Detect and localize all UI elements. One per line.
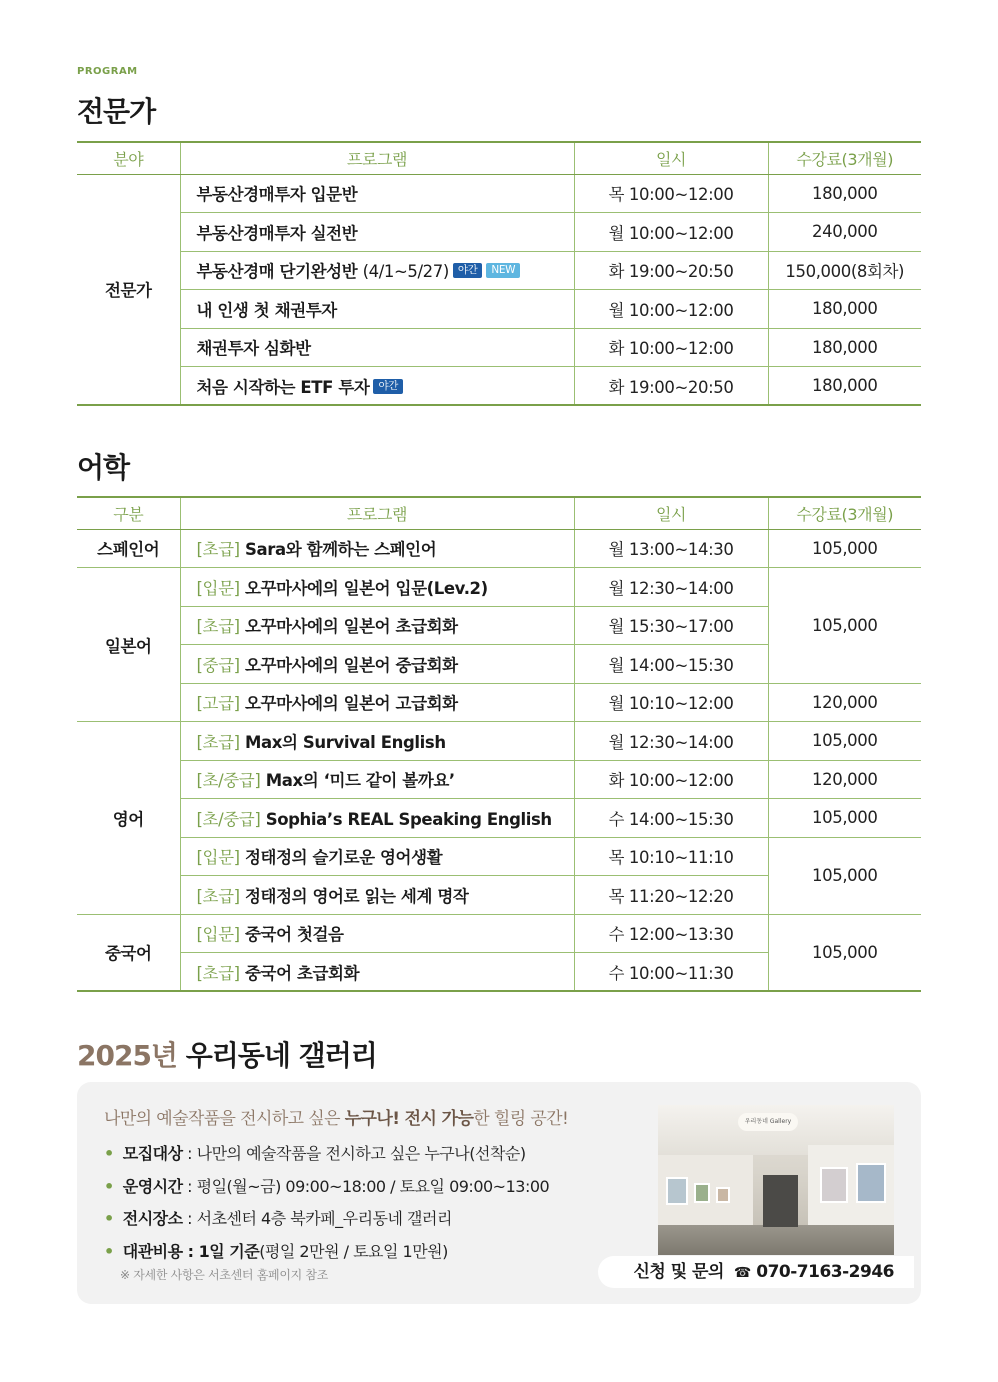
detail-value: : 나만의 예술작품을 전시하고 싶은 누구나(선착순) — [182, 1144, 526, 1163]
bullet-icon: • — [104, 1176, 114, 1196]
program-name-cell — [180, 645, 574, 684]
col-header-category: 구분 — [77, 497, 180, 529]
detail-key: 모집대상 — [122, 1144, 183, 1163]
schedule: 수 10:00~11:30 — [574, 953, 768, 992]
fee: 180,000 — [768, 174, 921, 213]
program-name: 정태정의 슬기로운 영어생활 — [245, 848, 443, 868]
program-name-cell — [180, 760, 574, 799]
fee: 105,000 — [768, 722, 921, 761]
level-tag: [초급] — [196, 617, 240, 637]
detail-value-bold: : 1일 기준 — [182, 1241, 260, 1261]
fee: 105,000 — [768, 799, 921, 838]
table-row — [77, 683, 921, 722]
gallery-photo — [658, 1105, 894, 1255]
fee: 105,000 — [768, 529, 921, 568]
detail-value: : 서초센터 4층 북카페_우리동네 갤러리 — [182, 1209, 452, 1228]
table-row — [77, 251, 921, 290]
list-item — [104, 1138, 549, 1171]
schedule: 화 19:00~20:50 — [574, 251, 768, 290]
language-section-title: 어학 — [77, 451, 130, 484]
table-row — [77, 328, 921, 367]
detail-key: 운영시간 — [122, 1176, 183, 1196]
program-name: Sophia’s REAL Speaking English — [265, 809, 552, 829]
level-tag: [고급] — [196, 694, 240, 714]
gallery-info-box — [77, 1082, 921, 1304]
program-name: 부동산경매투자 입문반 — [180, 174, 574, 213]
schedule: 화 19:00~20:50 — [574, 367, 768, 406]
col-header-field: 분야 — [77, 142, 180, 174]
program-name: 오꾸마사에의 일본어 고급회화 — [245, 694, 458, 714]
fee: 240,000 — [768, 213, 921, 252]
category-cell: 중국어 — [77, 914, 180, 991]
gallery-name: 우리동네 갤러리 — [185, 1039, 377, 1072]
program-name: 내 인생 첫 채권투자 — [180, 290, 574, 329]
gallery-sign: 우리동네 Gallery — [738, 1113, 798, 1131]
program-name: 오꾸마사에의 일본어 입문(Lev.2) — [245, 578, 488, 598]
fee: 180,000 — [768, 328, 921, 367]
bullet-icon: • — [104, 1144, 114, 1163]
schedule: 화 10:00~12:00 — [574, 760, 768, 799]
fee: 150,000(8회차) — [768, 251, 921, 290]
expert-section-title: 전문가 — [77, 95, 156, 128]
contact-phone: 070-7163-2946 — [756, 1262, 894, 1282]
category-cell: 영어 — [77, 722, 180, 915]
program-name-cell — [180, 722, 574, 761]
bullet-icon: • — [104, 1241, 114, 1261]
col-header-program: 프로그램 — [180, 497, 574, 529]
category-cell: 전문가 — [77, 174, 180, 405]
list-item — [104, 1171, 549, 1204]
schedule: 목 10:10~11:10 — [574, 837, 768, 876]
lead-text: 나만의 예술작품을 전시하고 싶은 — [104, 1109, 345, 1129]
program-name: 처음 시작하는 ETF 투자 — [196, 377, 370, 397]
category-cell: 일본어 — [77, 568, 180, 722]
night-badge: 야간 — [373, 379, 403, 394]
col-header-fee: 수강료(3개월) — [768, 142, 921, 174]
table-row — [77, 760, 921, 799]
schedule: 월 12:30~14:00 — [574, 722, 768, 761]
schedule: 월 10:00~12:00 — [574, 290, 768, 329]
program-name-cell — [180, 606, 574, 645]
program-name-cell — [180, 683, 574, 722]
program-name-cell — [180, 876, 574, 915]
col-header-schedule: 일시 — [574, 142, 768, 174]
level-tag: [초급] — [196, 540, 240, 560]
program-name: 오꾸마사에의 일본어 중급회화 — [245, 655, 458, 675]
fee: 120,000 — [768, 683, 921, 722]
schedule: 월 14:00~15:30 — [574, 645, 768, 684]
table-row — [77, 568, 921, 607]
program-name-cell — [180, 251, 574, 290]
detail-value: : 평일(월~금) 09:00~18:00 / 토요일 09:00~13:00 — [182, 1176, 550, 1196]
contact-label: 신청 및 문의 — [633, 1262, 724, 1282]
fee: 180,000 — [768, 367, 921, 406]
expert-table — [77, 141, 921, 406]
list-item — [104, 1203, 549, 1236]
table-row — [77, 367, 921, 406]
schedule: 수 14:00~15:30 — [574, 799, 768, 838]
phone-icon: ☎ — [733, 1265, 751, 1281]
program-name: Max의 ‘미드 같이 볼까요’ — [265, 771, 455, 791]
schedule: 화 10:00~12:00 — [574, 328, 768, 367]
gallery-section-title — [77, 1034, 377, 1074]
program-name-cell — [180, 914, 574, 953]
program-name: Sara와 함께하는 스페인어 — [245, 540, 437, 560]
footnote: ※ 자세한 사항은 서초센터 홈페이지 참조 — [120, 1268, 329, 1282]
detail-value: (평일 2만원 / 토요일 1만원) — [259, 1241, 448, 1261]
gallery-details-list — [104, 1138, 549, 1268]
schedule: 목 11:20~12:20 — [574, 876, 768, 915]
new-badge: NEW — [486, 263, 520, 278]
level-tag: [중급] — [196, 655, 240, 675]
detail-key: 대관비용 — [122, 1241, 183, 1261]
program-name-cell — [180, 837, 574, 876]
table-row — [77, 290, 921, 329]
fee: 180,000 — [768, 290, 921, 329]
program-name-cell — [180, 529, 574, 568]
program-name: 부동산경매투자 실전반 — [180, 213, 574, 252]
schedule: 월 15:30~17:00 — [574, 606, 768, 645]
col-header-fee: 수강료(3개월) — [768, 497, 921, 529]
level-tag: [입문] — [196, 848, 240, 868]
program-name-cell — [180, 568, 574, 607]
category-cell: 스페인어 — [77, 529, 180, 568]
program-name: Max의 Survival English — [245, 732, 446, 752]
detail-key: 전시장소 — [122, 1209, 183, 1228]
fee: 105,000 — [768, 914, 921, 991]
level-tag: [초급] — [196, 963, 240, 983]
level-tag: [입문] — [196, 578, 240, 598]
level-tag: [초/중급] — [196, 809, 261, 829]
program-kicker: PROGRAM — [77, 66, 138, 77]
table-row — [77, 529, 921, 568]
program-name-cell — [180, 953, 574, 992]
table-row — [77, 722, 921, 761]
lead-text-end: 한 힐링 공간! — [473, 1109, 569, 1129]
gallery-lead — [104, 1104, 568, 1129]
program-name: 부동산경매 단기완성반 — [196, 262, 358, 282]
lead-emphasis: 누구나! 전시 가능 — [344, 1109, 474, 1129]
program-name: 오꾸마사에의 일본어 초급회화 — [245, 617, 458, 637]
program-name: 중국어 초급회화 — [245, 963, 360, 983]
program-name-cell — [180, 367, 574, 406]
level-tag: [초/중급] — [196, 771, 261, 791]
table-row — [77, 174, 921, 213]
level-tag: [초급] — [196, 732, 240, 752]
contact-info — [598, 1256, 914, 1288]
program-name: 중국어 첫걸음 — [245, 925, 344, 945]
level-tag: [초급] — [196, 886, 240, 906]
table-row — [77, 914, 921, 953]
gallery-year: 2025년 — [77, 1039, 177, 1072]
list-item — [104, 1236, 549, 1269]
schedule: 수 12:00~13:30 — [574, 914, 768, 953]
table-row — [77, 213, 921, 252]
schedule: 월 10:10~12:00 — [574, 683, 768, 722]
program-name: 채권투자 심화반 — [180, 328, 574, 367]
schedule: 월 12:30~14:00 — [574, 568, 768, 607]
bullet-icon: • — [104, 1209, 114, 1228]
schedule: 월 13:00~14:30 — [574, 529, 768, 568]
schedule: 월 10:00~12:00 — [574, 213, 768, 252]
fee: 120,000 — [768, 760, 921, 799]
night-badge: 야간 — [453, 263, 483, 278]
table-row — [77, 837, 921, 876]
program-name: 정태정의 영어로 읽는 세계 명작 — [245, 886, 469, 906]
col-header-schedule: 일시 — [574, 497, 768, 529]
schedule: 목 10:00~12:00 — [574, 174, 768, 213]
table-row — [77, 799, 921, 838]
col-header-program: 프로그램 — [180, 142, 574, 174]
level-tag: [입문] — [196, 925, 240, 945]
fee: 105,000 — [768, 837, 921, 914]
program-period: (4/1~5/27) — [362, 262, 449, 282]
fee: 105,000 — [768, 568, 921, 684]
language-table — [77, 496, 921, 992]
program-name-cell — [180, 799, 574, 838]
